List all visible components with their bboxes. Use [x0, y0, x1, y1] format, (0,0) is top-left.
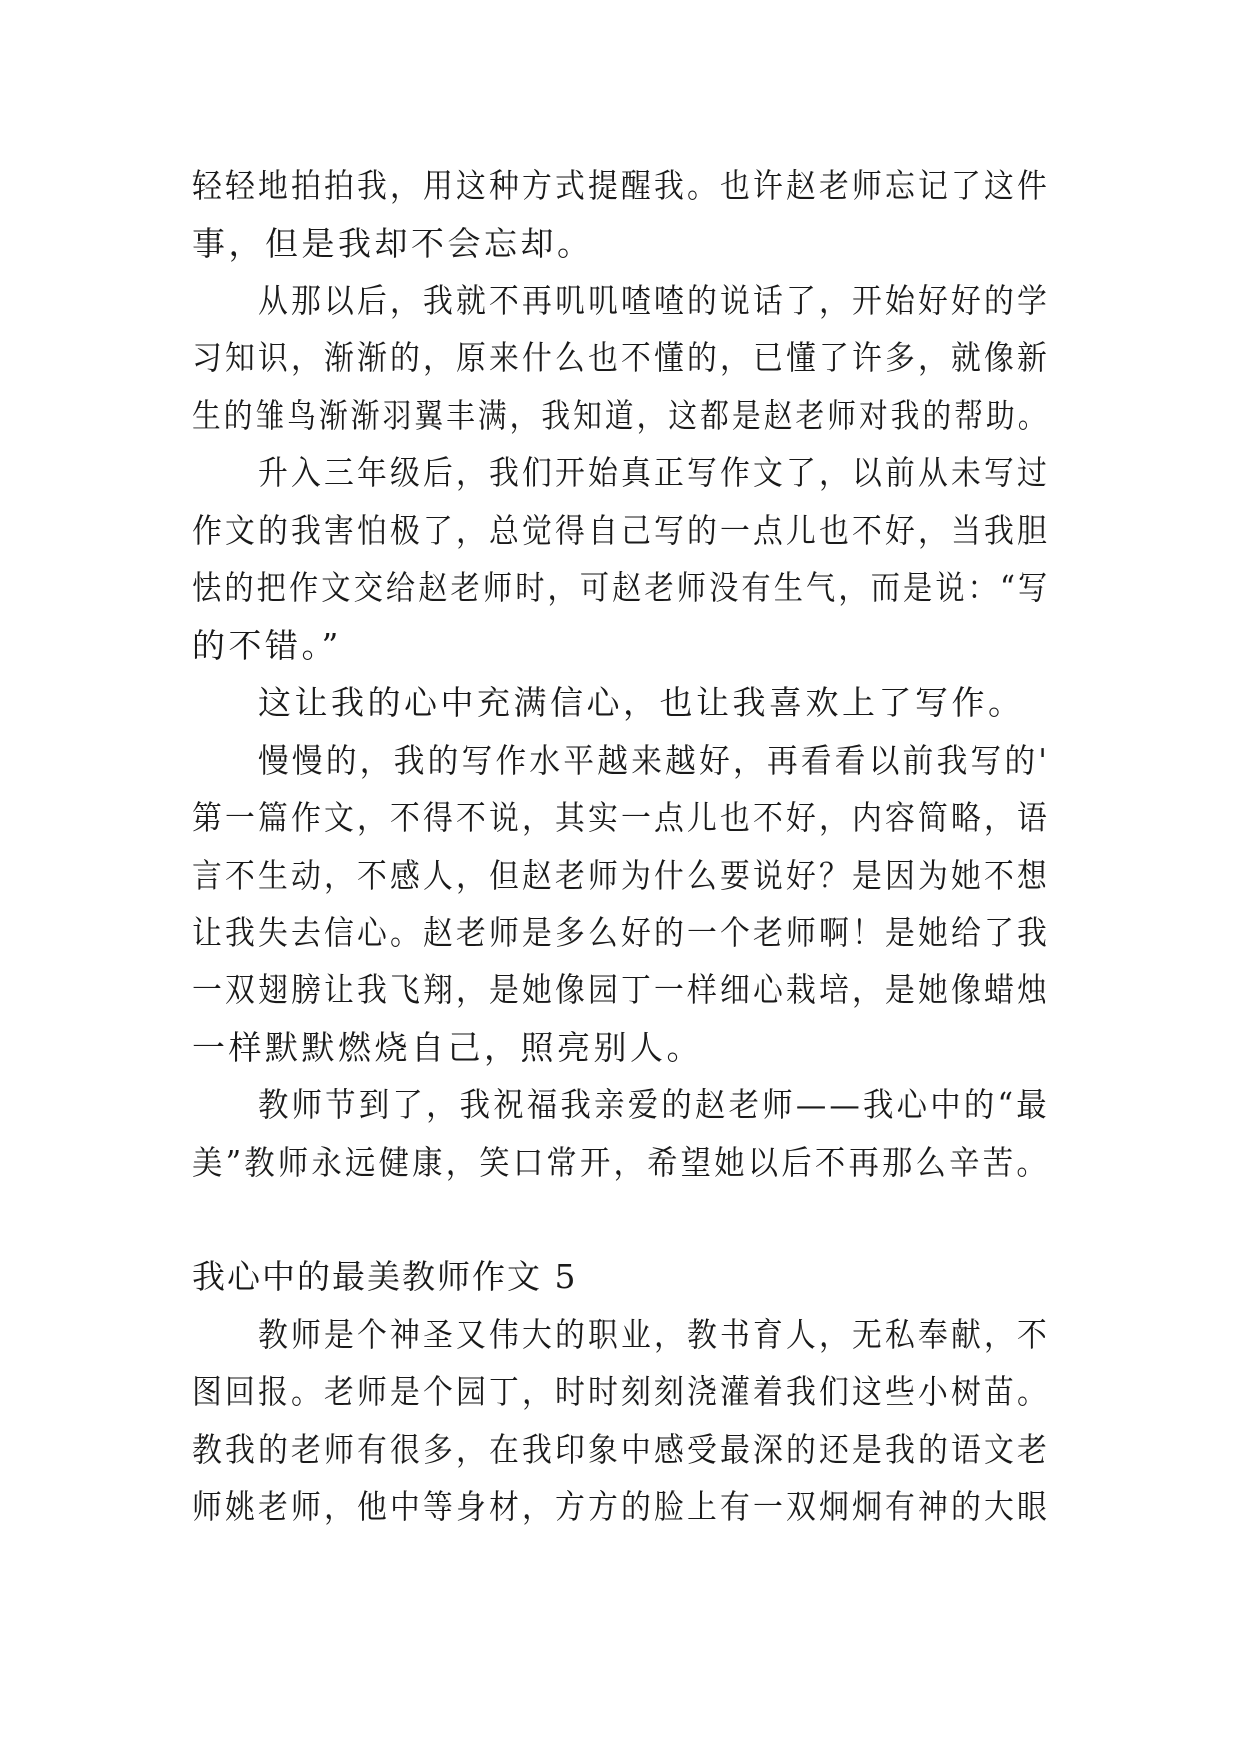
text-line: 一样默默燃烧自己，照亮别人。 — [192, 1028, 703, 1067]
text-line: 一双翅膀让我飞翔，是她像园丁一样细心栽培，是她像蜡烛 — [192, 970, 1050, 1009]
text-line: 美”教师永远健康，笑口常开，希望她以后不再那么辛苦。 — [192, 1143, 1050, 1182]
text-line: 教师是个神圣又伟大的职业，教书育人，无私奉献，不 — [258, 1315, 1050, 1354]
text-line: 的不错。” — [192, 626, 342, 665]
text-line: 慢慢的，我的写作水平越来越好，再看看以前我写的' — [258, 741, 1051, 780]
text-line: 言不生动，不感人，但赵老师为什么要说好？是因为她不想 — [192, 856, 1050, 895]
section-heading: 我心中的最美教师作文 5 — [192, 1257, 578, 1296]
text-line: 教师节到了，我祝福我亲爱的赵老师——我心中的“最 — [258, 1085, 1050, 1124]
text-line: 图回报。老师是个园丁，时时刻刻浇灌着我们这些小树苗。 — [192, 1372, 1050, 1411]
text-line: 第一篇作文，不得不说，其实一点儿也不好，内容简略，语 — [192, 798, 1050, 837]
text-line: 轻轻地拍拍我，用这种方式提醒我。也许赵老师忘记了这件 — [192, 166, 1050, 205]
text-line: 这让我的心中充满信心，也让我喜欢上了写作。 — [258, 683, 1025, 722]
text-line: 让我失去信心。赵老师是多么好的一个老师啊！是她给了我 — [192, 913, 1050, 952]
text-line: 教我的老师有很多，在我印象中感受最深的还是我的语文老 — [192, 1430, 1050, 1469]
text-line: 怯的把作文交给赵老师时，可赵老师没有生气，而是说：“写 — [192, 568, 1051, 607]
text-line: 生的雏鸟渐渐羽翼丰满，我知道，这都是赵老师对我的帮助。 — [192, 396, 1050, 435]
text-line: 事，但是我却不会忘却。 — [192, 224, 594, 263]
text-line: 师姚老师，他中等身材，方方的脸上有一双炯炯有神的大眼 — [192, 1487, 1050, 1526]
text-line: 升入三年级后，我们开始真正写作文了，以前从未写过 — [258, 453, 1050, 492]
text-line: 习知识，渐渐的，原来什么也不懂的，已懂了许多，就像新 — [192, 338, 1050, 377]
text-line: 从那以后，我就不再叽叽喳喳的说话了，开始好好的学 — [258, 281, 1050, 320]
text-line: 作文的我害怕极了，总觉得自己写的一点儿也不好，当我胆 — [192, 511, 1050, 550]
